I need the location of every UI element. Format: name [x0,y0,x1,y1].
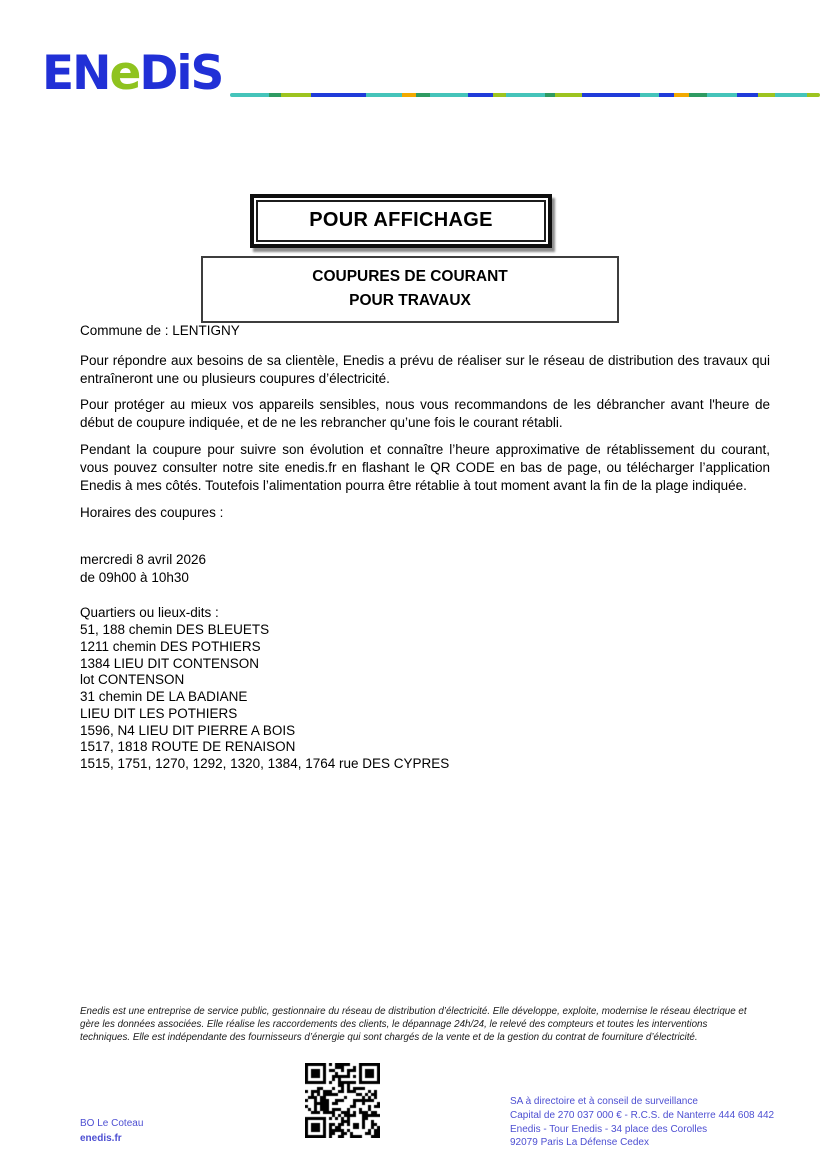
legal-footnote: Enedis est une entreprise de service public, gestionnaire du réseau de distribution d’électricité. Elle développe, exploite, modernise le réseau électrique et gère les données associées. Elle réalise les raccordements des clients, le dépannage 24h/24, le relevé des compteurs et toutes les interventions techniques. Elle est indépendante des fournisseurs d’énergie qui sont chargés de la vente et de la gestion du contrat de fourniture d’électricité. [80,1006,747,1043]
footer-left-block [80,1116,143,1146]
address-list [80,622,770,773]
address-line: 31 chemin DE LA BADIANE [80,689,248,705]
address-line: LIEU DIT LES POTHIERS [80,705,238,721]
address-line: 1596, N4 LIEU DIT PIERRE A BOIS [80,722,296,738]
address-line: 1517, 1818 ROUTE DE RENAISON [80,739,296,755]
notice-title-line2: POUR TRAVAUX [349,292,471,310]
enedis-logo [42,46,223,101]
address-line: 1515, 1751, 1270, 1292, 1320, 1384, 1764 rue DES CYPRES [80,756,450,772]
logo-text-part: e [109,46,140,101]
outage-schedule [80,551,770,586]
address-line: 1211 chemin DES POTHIERS [80,638,261,654]
horaires-label: Horaires des coupures : [80,504,224,520]
footer-legal-line: Enedis - Tour Enedis - 34 place des Corolles [510,1123,708,1135]
footer-legal-line: 92079 Paris La Défense Cedex [510,1137,649,1149]
quartiers-label: Quartiers ou lieux-dits : [80,605,219,621]
paragraph-3: Pendant la coupure pour suivre son évolution et connaître l’heure approximative de rétablissement du courant, vous pouvez consulter notre site enedis.fr en flashant le QR CODE en bas de page, ou télécharger l’application Enedis à mes côtés. Toutefois l’alimentation pourra être rétablie à tout moment avant la fin de la plage indiquée. [80,442,770,493]
address-line: lot CONTENSON [80,672,185,688]
stamp-label: POUR AFFICHAGE [256,200,546,242]
multicolor-divider-line [230,93,820,97]
notice-title-box [201,256,619,323]
outage-date: mercredi 8 avril 2026 [80,552,207,568]
pour-affichage-stamp [250,194,552,248]
qr-code [305,1063,380,1138]
notice-body [80,322,770,773]
commune-line: Commune de : LENTIGNY [80,323,240,338]
address-line: 1384 LIEU DIT CONTENSON [80,655,260,671]
logo-text-part: EN [42,46,110,101]
logo-text-part: DiS [139,46,223,101]
footer-right-block [510,1095,774,1150]
paragraph-1: Pour répondre aux besoins de sa clientèle, Enedis a prévu de réaliser sur le réseau de distribution des travaux qui entraîneront une ou plusieurs coupures d’électricité. [80,352,770,386]
notice-title-line1: COUPURES DE COURANT [312,268,508,285]
footer-office: BO Le Coteau [80,1118,144,1129]
outage-time: de 09h00 à 10h30 [80,569,189,585]
footer-legal-line: SA à directoire et à conseil de surveillance [510,1096,698,1107]
paragraph-2: Pour protéger au mieux vos appareils sensibles, nous vous recommandons de les débrancher avant l'heure de début de coupure indiquée, et de ne les rebrancher qu’une fois le courant rétabli. [80,397,770,431]
footer-legal-line: Capital de 270 037 000 € - R.C.S. de Nanterre 444 608 442 [510,1109,775,1121]
address-line: 51, 188 chemin DES BLEUETS [80,622,270,638]
footer-website: enedis.fr [80,1133,122,1144]
